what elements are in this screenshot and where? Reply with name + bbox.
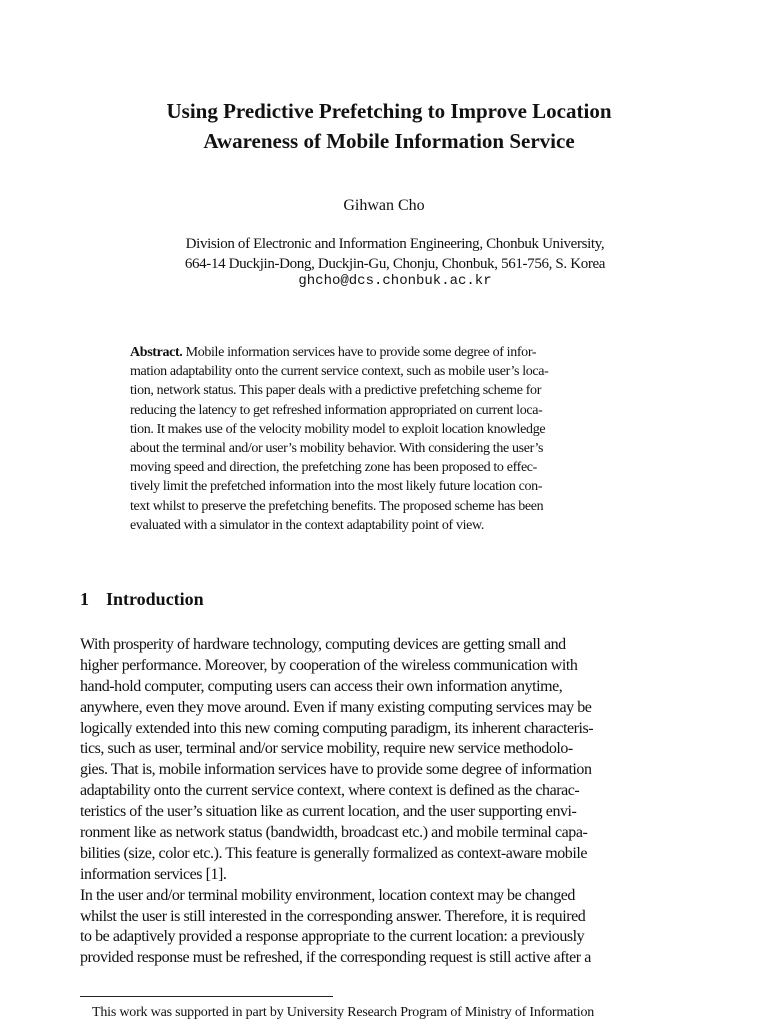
abstract-first-line-text: Mobile information services have to provide some degree of infor- xyxy=(182,345,537,360)
abstract-line: tion. It makes use of the velocity mobility model to exploit location knowledge xyxy=(130,421,546,437)
paper-title-line-2: Awareness of Mobile Information Service xyxy=(203,129,575,153)
abstract-line: tion, network status. This paper deals with a predictive prefetching scheme for xyxy=(130,383,542,399)
affiliation-line-1: Division of Electronic and Information Engineering, Chonbuk University, xyxy=(185,236,605,252)
author-email: ghcho@dcs.chonbuk.ac.kr xyxy=(298,273,492,289)
abstract-line: moving speed and direction, the prefetching zone has been proposed to effec- xyxy=(130,460,537,476)
abstract-line: text whilst to preserve the prefetching benefits. The proposed scheme has been xyxy=(130,498,544,514)
paper-title-line-1: Using Predictive Prefetching to Improve Location xyxy=(166,99,612,123)
footnote-divider xyxy=(80,996,333,997)
affiliation-line-2: 664-14 Duckjin-Dong, Duckjin-Gu, Chonju, Chonbuk, 561-756, S. Korea xyxy=(184,256,606,272)
section-heading xyxy=(80,588,204,610)
introduction-body xyxy=(80,635,692,969)
abstract-line: evaluated with a simulator in the context adaptability point of view. xyxy=(130,517,485,533)
abstract-line: mation adaptability onto the current service context, such as mobile user’s loca- xyxy=(130,364,549,380)
body-line: higher performance. Moreover, by cooperation of the wireless communication with xyxy=(80,656,578,674)
abstract xyxy=(130,343,642,535)
section-title: Introduction xyxy=(106,589,204,609)
body-line: information services [1]. xyxy=(80,865,227,883)
body-line: gies. That is, mobile information services have to provide some degree of information xyxy=(80,761,592,779)
abstract-line: about the terminal and/or user’s mobility behavior. With considering the user’s xyxy=(130,440,544,456)
body-line: adaptability onto the current service context, where context is defined as the charac- xyxy=(80,782,580,800)
body-line: teristics of the user’s situation like as current location, and the user supporting envi- xyxy=(80,803,577,821)
footnote-text: This work was supported in part by University Research Program of Ministry of Information xyxy=(92,1005,595,1020)
body-line: tics, such as user, terminal and/or service mobility, require new service methodolo- xyxy=(80,740,573,758)
abstract-label: Abstract. xyxy=(130,345,183,360)
body-line: hand-hold computer, computing users can access their own information anytime, xyxy=(80,677,563,695)
author-name: Gihwan Cho xyxy=(343,197,425,214)
body-line: anywhere, even they move around. Even if many existing computing services may be xyxy=(80,698,592,716)
body-line: provided response must be refreshed, if the corresponding request is still active after a xyxy=(80,949,591,967)
body-line: bilities (size, color etc.). This feature is generally formalized as context-aware mobile xyxy=(80,844,587,862)
body-line: With prosperity of hardware technology, computing devices are getting small and xyxy=(80,636,566,653)
abstract-line: tively limit the prefetched information into the most likely future location con- xyxy=(130,479,543,495)
body-line: to be adaptively provided a response appropriate to the current location: a previously xyxy=(80,928,585,946)
abstract-line xyxy=(130,343,642,362)
section-number: 1 xyxy=(80,589,89,609)
body-line: logically extended into this new coming computing paradigm, its inherent characteris- xyxy=(80,719,594,737)
body-line: whilst the user is still interested in the corresponding answer. Therefore, it is required xyxy=(80,907,586,925)
abstract-line: reducing the latency to get refreshed information appropriated on current loca- xyxy=(130,402,543,418)
body-line: In the user and/or terminal mobility environment, location context may be changed xyxy=(80,886,575,904)
body-line: ronment like as network status (bandwidth, broadcast etc.) and mobile terminal capa- xyxy=(80,824,588,842)
